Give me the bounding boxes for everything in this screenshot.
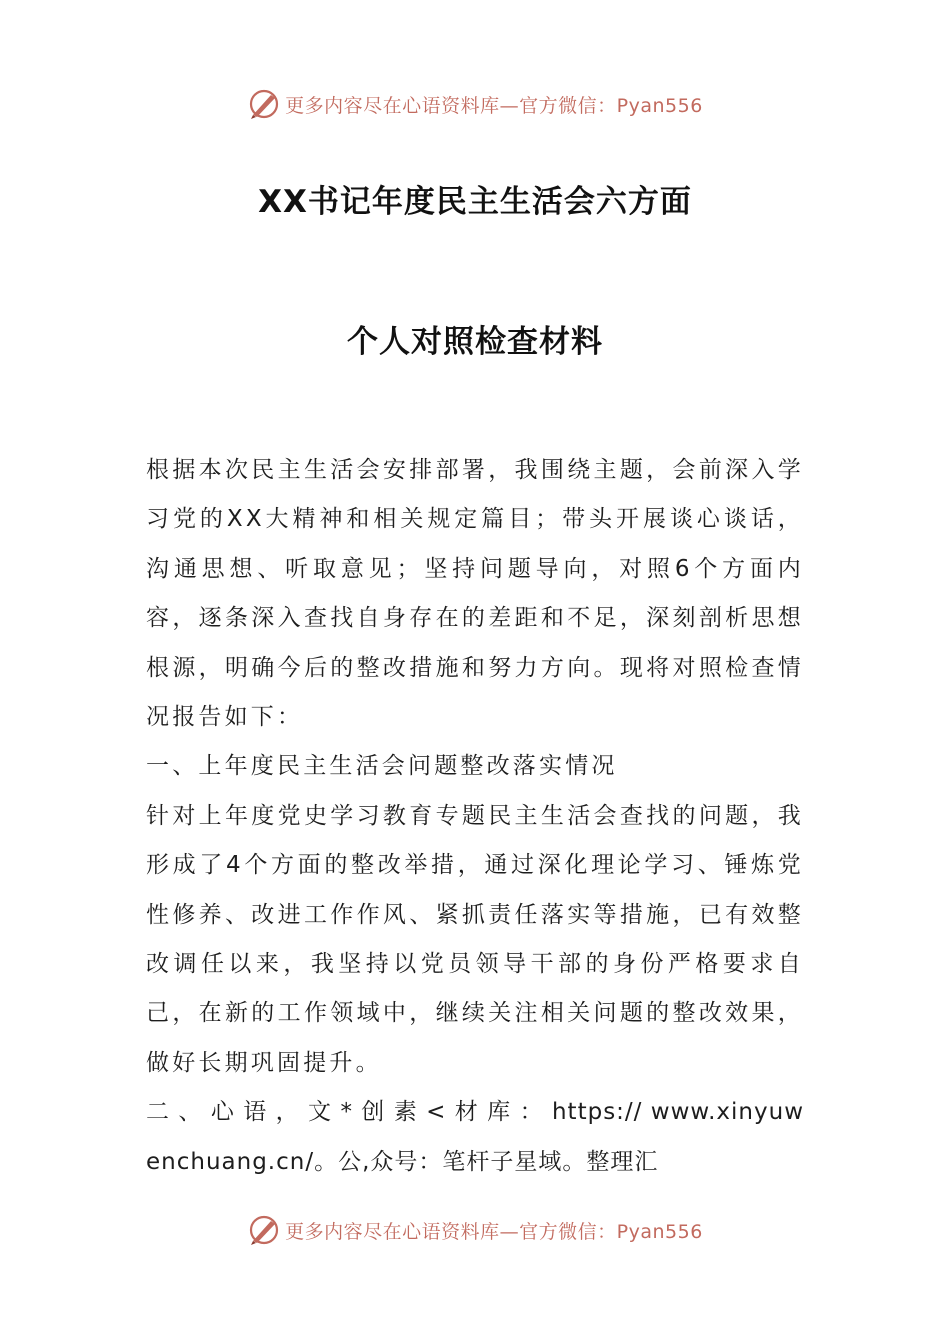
wechat-id: Pyan556: [616, 1220, 703, 1243]
banner-text: 更多内容尽在心语资料库—官方微信：Pyan556: [285, 94, 703, 117]
document-title-line-2: 个人对照检查材料: [347, 324, 603, 360]
wechat-id: Pyan556: [616, 94, 703, 117]
paragraph-section-2: 二 、 心 语 ， 文 * 创 素 < 材 库 ： https:// www.xinyuwenchuang.cn/。公,众号：笔杆子星域。整理汇: [146, 1099, 804, 1175]
section-heading-1: 一、上年度民主生活会问题整改落实情况: [146, 753, 618, 780]
pen-logo-icon: [247, 87, 281, 121]
document-title-line-1: XX书记年度民主生活会六方面: [258, 184, 692, 220]
paragraph-intro: 根据本次民主生活会安排部署，我围绕主题，会前深入学习党的XX大精神和相关规定篇目；带头开展谈心谈话，沟通思想、听取意见；坚持问题导向，对照6个方面内容，逐条深入查找自身存在的差距和不足，深刻剖析思想根源，明确今后的整改措施和努力方向。现将对照检查情况报告如下：: [146, 457, 804, 731]
footer-banner: [0, 1210, 950, 1250]
pen-logo-icon: [247, 1213, 281, 1247]
banner-text: 更多内容尽在心语资料库—官方微信：Pyan556: [285, 1220, 703, 1243]
header-banner: [0, 84, 950, 124]
paragraph-section-1: 针对上年度党史学习教育专题民主生活会查找的问题，我形成了4个方面的整改举措，通过深化理论学习、锤炼党性修养、改进工作作风、紧抓责任落实等措施，已有效整改调任以来，我坚持以党员领导干部的身份严格要求自己，在新的工作领域中，继续关注相关问题的整改效果，做好长期巩固提升。: [146, 802, 804, 1076]
document-body: [146, 446, 804, 1187]
